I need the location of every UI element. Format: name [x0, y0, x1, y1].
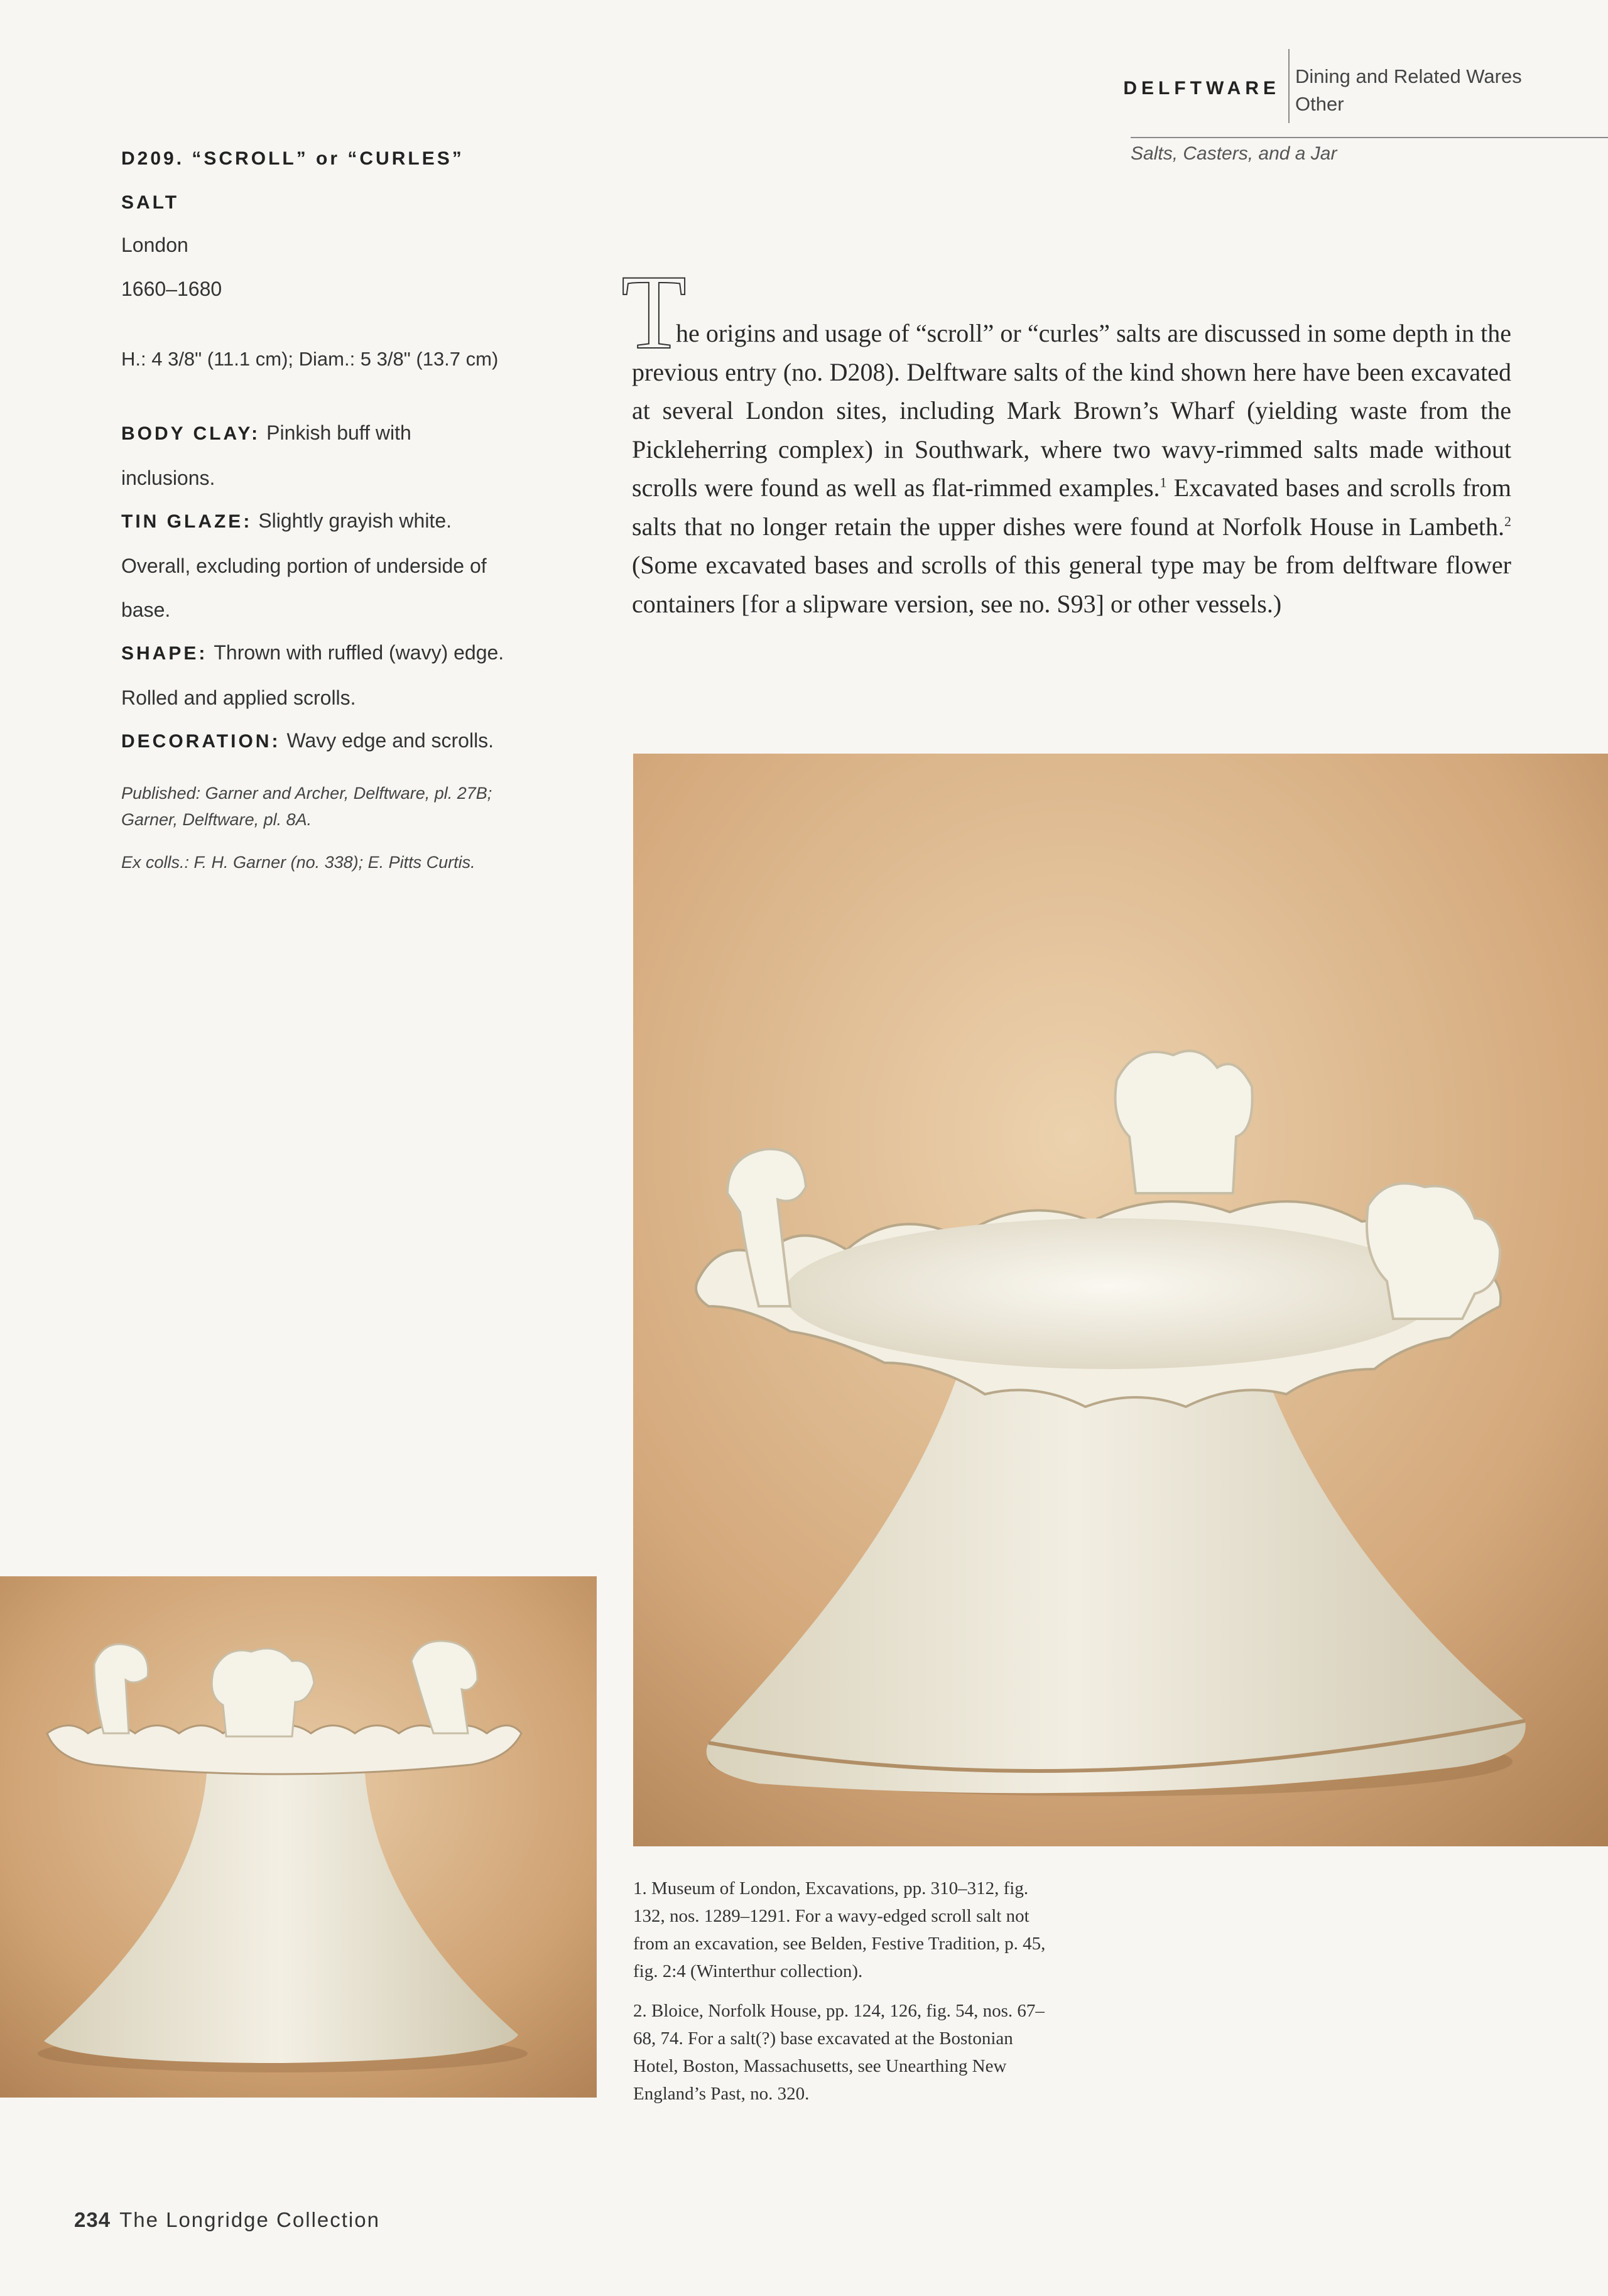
salt-photo-main — [633, 754, 1608, 1846]
running-header-category: Dining and Related Wares — [1295, 65, 1522, 87]
spec-value: Pinkish buff with inclusions. — [121, 421, 411, 489]
spec-label: DECORATION: — [121, 731, 281, 752]
spec-body-clay — [121, 411, 511, 500]
catalogue-date: 1660–1680 — [121, 278, 222, 300]
running-header-section: DELFTWARE — [1123, 78, 1280, 99]
body-paragraph — [632, 314, 1511, 623]
body-text-part: he origins and usage of “scroll” or “curles” salts are discussed in some depth in the previous entry (no. D208). Delftware salts of the kind shown here have been excavated at several London sites, including Mark Brown’s Wharf (yielding waste from the Pickleherring complex) in Southwark, where two wavy-rimmed salts made without scrolls were found as well as flat-rimmed examples. — [632, 319, 1511, 502]
header-divider-horizontal — [1131, 137, 1608, 138]
catalogue-dimensions: H.: 4 3/8" (11.1 cm); Diam.: 5 3/8" (13.7 cm) — [121, 348, 499, 370]
running-header-subcategory: Salts, Casters, and a Jar — [1131, 143, 1337, 164]
catalogue-title: D209. “SCROLL” or “CURLES” — [121, 148, 464, 169]
spec-label: BODY CLAY: — [121, 423, 261, 444]
body-text-part: Excavated bases and scrolls from salts that no longer retain the upper dishes were found at Norfolk House in Lambeth. — [632, 474, 1511, 541]
publication-references: Published: Garner and Archer, Delftware, pl. 27B; Garner, Delftware, pl. 8A. — [121, 784, 492, 829]
body-text-part: (Some excavated bases and scrolls of this general type may be from delftware flower containers [for a slipware version, see no. S93] or other vessels.) — [632, 551, 1511, 618]
spec-label: TIN GLAZE: — [121, 511, 253, 532]
page-footer — [74, 2208, 380, 2232]
catalogue-object-type: SALT — [121, 192, 180, 213]
spec-value: Thrown with ruffled (wavy) edge. Rolled and applied scrolls. — [121, 641, 504, 709]
salt-photo-side-view — [0, 1576, 597, 2098]
drop-cap-letter: T — [621, 253, 687, 371]
page-number: 234 — [74, 2208, 111, 2231]
footnote-1: 1. Museum of London, Excavations, pp. 310–312, fig. 132, nos. 1289–1291. For a wavy-edged scroll salt not from an excavation, see Belden, Festive Tradition, p. 45, fig. 2:4 (Winterthur collection). — [633, 1878, 1046, 1981]
running-header-category-2: Other — [1295, 93, 1344, 115]
spec-shape — [121, 631, 511, 720]
header-divider-vertical — [1288, 49, 1290, 123]
footnote-ref: 2 — [1504, 513, 1511, 529]
footnote-2: 2. Bloice, Norfolk House, pp. 124, 126, fig. 54, nos. 67–68, 74. For a salt(?) base excavated at the Bostonian Hotel, Boston, Massachusetts, see Unearthing New England’s Past, no. 320. — [633, 2001, 1045, 2104]
former-collections: Ex colls.: F. H. Garner (no. 338); E. Pitts Curtis. — [121, 853, 475, 872]
catalogue-place: London — [121, 234, 188, 256]
spec-value: Wavy edge and scrolls. — [286, 729, 494, 752]
spec-decoration — [121, 718, 511, 764]
book-title: The Longridge Collection — [119, 2208, 380, 2231]
footnote-ref: 1 — [1160, 474, 1167, 490]
spec-label: SHAPE: — [121, 643, 208, 664]
spec-value: Slightly grayish white. Overall, excluding portion of underside of base. — [121, 509, 487, 621]
spec-tin-glaze — [121, 499, 511, 632]
